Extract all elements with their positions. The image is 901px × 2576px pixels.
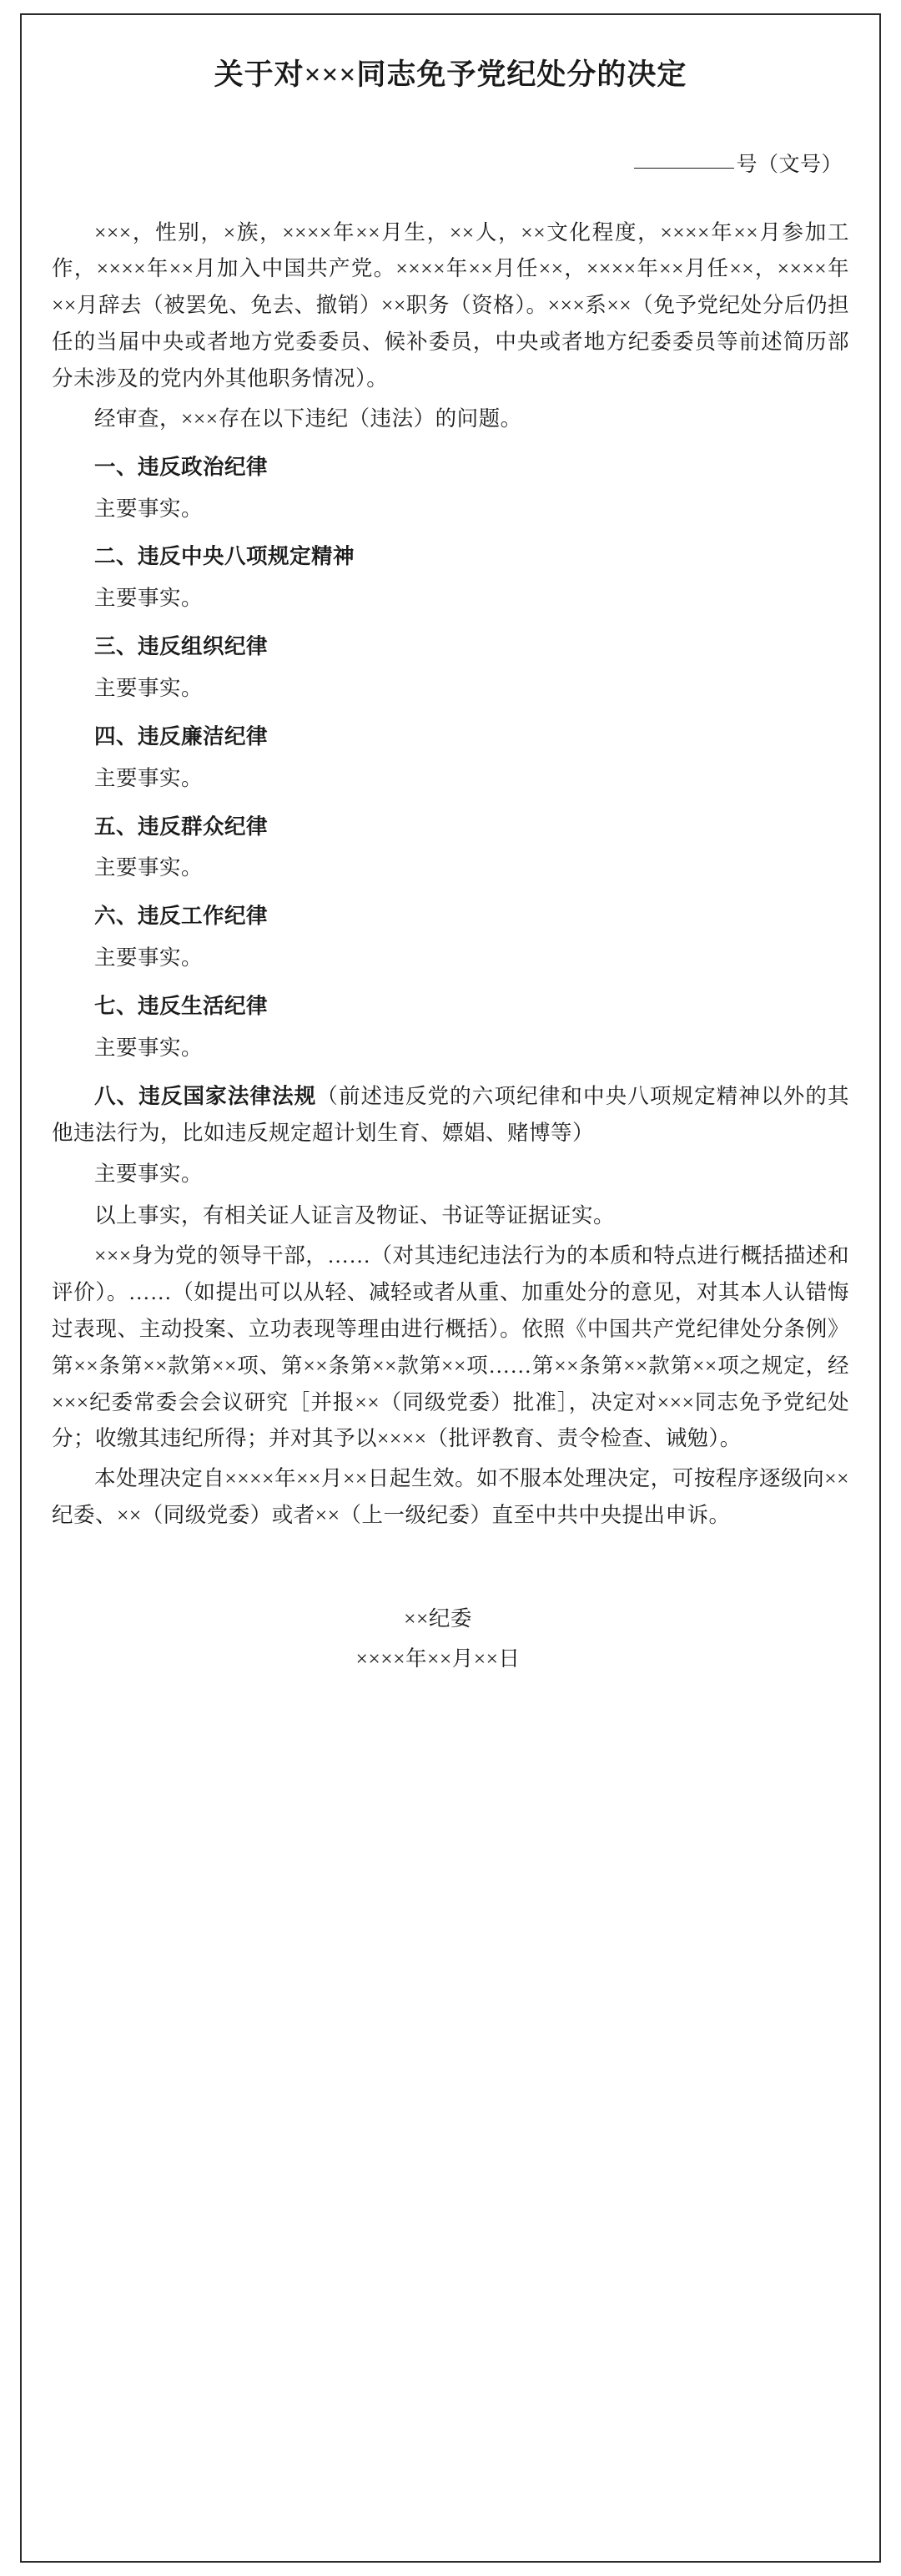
- section-fact-3: 主要事实。: [94, 675, 204, 700]
- section-heading-5-text: 五、违反群众纪律: [94, 814, 269, 839]
- intro-paragraph: ×××，性别，×族，××××年××月生，××人，××文化程度，××××年××月参加工作，××××年××月加入中国共产党。××××年××月任××，××××年××月任××，××××年××月辞去（被罢免、免去、撤销）××职务（资格）。×××系××（免予党纪处分后仍担任的当届中央或者地方党委委员、候补委员，中央或者地方纪委委员等前述简历部分未涉及的党内外其他职务情况）。: [52, 219, 849, 391]
- section-heading-2: [52, 538, 849, 575]
- signature-block: [52, 1599, 849, 1680]
- section-fact-2: 主要事实。: [94, 586, 204, 611]
- section-heading-3-text: 三、违反组织纪律: [94, 634, 269, 659]
- section-heading-1-text: 一、违反政治纪律: [94, 454, 269, 479]
- section-heading-1: [52, 449, 849, 486]
- page-title: 关于对×××同志免予党纪处分的决定: [214, 58, 687, 91]
- signature-organization: ××纪委: [404, 1606, 472, 1631]
- evidence-line: 以上事实，有相关证人证言及物证、书证等证据证实。: [94, 1203, 616, 1228]
- section-fact-4: 主要事实。: [94, 765, 204, 790]
- section-heading-4-text: 四、违反廉洁纪律: [94, 723, 269, 749]
- section-fact-1: 主要事实。: [94, 496, 204, 521]
- analysis-paragraph: ×××身为党的领导干部，……（对其违纪违法行为的本质和特点进行概括描述和评价）。……（如提出可以从轻、减轻或者从重、加重处分的意见，对其本人认错悔过表现、主动投案、立功表现等理由进行概括）。依照《中国共产党纪律处分条例》第××条第××款第××项、第××条第××款第××项……第××条第××款第××项之规定，经×××纪委常委会会议研究［并报××（同级党委）批准］，决定对×××同志免予党纪处分；收缴其违纪所得；并对其予以××××（批评教育、责令检查、诫勉）。: [52, 1243, 849, 1451]
- document-number-label: 号（文号）: [736, 153, 843, 176]
- document-number-blank: [634, 168, 734, 169]
- section-fact-8: 主要事实。: [94, 1162, 204, 1187]
- section-heading-8-extra: （前述违反党的六项纪律和中央八项规定精神以外的其他违法行为，比如违反规定超计划生育、嫖娼、赌博等）: [52, 1083, 849, 1145]
- section-heading-3: [52, 628, 849, 665]
- section-heading-6-text: 六、违反工作纪律: [94, 904, 269, 929]
- section-heading-7: [52, 988, 849, 1025]
- section-fact-6: 主要事实。: [94, 945, 204, 970]
- signature-date: ××××年××月××日: [355, 1646, 521, 1671]
- document-number: [52, 148, 849, 178]
- section-heading-8-text: 八、违反国家法律法规: [94, 1083, 317, 1108]
- section-heading-6: [52, 898, 849, 935]
- section-heading-5: [52, 809, 849, 845]
- effect-paragraph: 本处理决定自××××年××月××日起生效。如不服本处理决定，可按程序逐级向××纪委、××（同级党委）或者××（上一级纪委）直至中共中央提出申诉。: [52, 1466, 849, 1528]
- document-body: [52, 214, 849, 1680]
- section-heading-7-text: 七、违反生活纪律: [94, 993, 269, 1018]
- section-heading-8: [52, 1078, 849, 1152]
- section-fact-7: 主要事实。: [94, 1035, 204, 1060]
- section-fact-5: 主要事实。: [94, 855, 204, 880]
- section-heading-2-text: 二、违反中央八项规定精神: [94, 544, 355, 569]
- section-heading-4: [52, 718, 849, 755]
- review-line: 经审查，×××存在以下违纪（违法）的问题。: [94, 406, 522, 431]
